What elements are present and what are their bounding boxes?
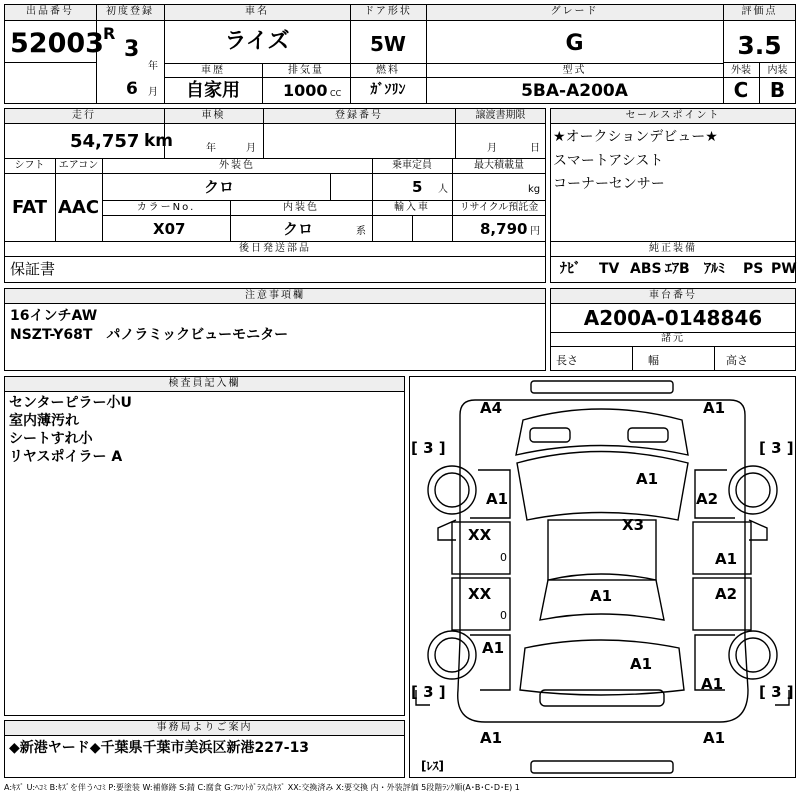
- int-color-unit: 系: [356, 226, 366, 237]
- capacity-label: 乗車定員: [392, 160, 432, 171]
- damage-mark: A1: [482, 639, 505, 657]
- maxload-label: 最大積載量: [474, 160, 524, 171]
- damage-mark: A1: [486, 490, 509, 508]
- spec-label: 諸元: [661, 333, 685, 344]
- damage-mark: A1: [630, 655, 653, 673]
- type-label: 型式: [562, 65, 587, 76]
- equip-tv: TV: [599, 261, 620, 277]
- later-parts: 保証書: [10, 260, 56, 278]
- model-name: ライズ: [224, 29, 290, 54]
- first-reg-year: 3: [124, 37, 140, 62]
- tire-depth: [ 3 ]: [759, 683, 794, 701]
- import-label: 輸入車: [394, 202, 430, 213]
- ext-label: 外装: [731, 65, 751, 76]
- history: 自家用: [186, 80, 240, 101]
- transfer-label: 譲渡書期限: [475, 110, 526, 121]
- tire-depth: [ 3 ]: [759, 439, 794, 457]
- damage-mark: A2: [715, 585, 738, 603]
- note-line-2: NSZT-Y68T パノラミックビューモニター: [10, 327, 289, 343]
- displacement-label: 排気量: [288, 65, 324, 76]
- tire-depth: [ 3 ]: [411, 439, 446, 457]
- ac-label: エアコン: [58, 160, 99, 171]
- equip-ps: PS: [743, 261, 764, 277]
- door-zero: 0: [500, 551, 507, 564]
- door-type: 5W: [370, 32, 406, 56]
- first-reg-label: 初度登録: [106, 6, 154, 17]
- month-unit: 月: [148, 87, 158, 98]
- damage-mark: A1: [636, 470, 659, 488]
- model-label: 車名: [245, 6, 269, 17]
- door-label: ドア形状: [364, 6, 412, 17]
- recycle-unit: 円: [530, 226, 540, 237]
- recycle-fee: 8,790: [480, 220, 528, 238]
- selling-points-label: セールスポイント: [625, 110, 721, 121]
- inspector-note-1: センターピラー小U: [9, 395, 132, 411]
- inspector-note-2: 室内薄汚れ: [9, 413, 79, 429]
- office-label: 事務局よりご案内: [156, 722, 253, 733]
- equip-pw: PW: [771, 261, 797, 277]
- damage-mark: X3: [622, 516, 645, 534]
- transfer-month-unit: 月: [487, 143, 497, 154]
- era: R: [103, 24, 116, 43]
- selling-point-2: スマートアシスト: [553, 153, 664, 169]
- ext-grade: C: [733, 78, 749, 102]
- color-no: X07: [153, 220, 186, 238]
- shift-label: シフト: [14, 160, 45, 171]
- tire-depth: [ 3 ]: [411, 683, 446, 701]
- exterior-color: クロ: [204, 178, 235, 196]
- ac: AAC: [57, 197, 100, 218]
- door-zero: 0: [500, 609, 507, 622]
- capacity: 5: [412, 178, 423, 196]
- length-label: 長さ: [556, 354, 578, 367]
- int-color-label: 内装色: [283, 202, 319, 213]
- recycle-label: リサイクル預託金: [459, 202, 539, 213]
- inspector-note-4: リヤスポイラー A: [9, 449, 123, 465]
- office-address: ◆新港ヤード◆千葉県千葉市美浜区新港227-13: [9, 740, 310, 756]
- grade: G: [565, 31, 584, 56]
- shift: FAT: [11, 197, 48, 218]
- selling-point-1: ★オークションデビュー★: [553, 129, 718, 145]
- note-line-1: 16インチAW: [10, 308, 98, 324]
- height-label: 高さ: [726, 354, 748, 367]
- year-unit: 年: [148, 61, 158, 72]
- type: 5BA-A200A: [521, 81, 628, 101]
- color-no-label: カラーNo.: [136, 202, 196, 213]
- legend: A:ｷｽﾞ U:ﾍｺﾐ B:ｷｽﾞを伴うﾍｺﾐ P:要塗装 W:補修跡 S:錆 C:腐食 G:ﾌﾛﾝﾄｶﾞﾗｽ点ｷｽﾞ XX:交換済み X:要交換 内・外装評価 5段階ﾗﾝｸ順(A･B･C･D･E) 1: [4, 783, 520, 792]
- mileage: 54,757: [70, 131, 140, 152]
- reg-no-label: 登録番号: [335, 110, 383, 121]
- insp-month-unit: 月: [246, 143, 256, 154]
- damage-mark: A1: [703, 399, 726, 417]
- transfer-day-unit: 日: [530, 143, 540, 154]
- damage-mark: A4: [480, 399, 503, 417]
- first-reg-month: 6: [126, 79, 138, 99]
- damage-mark: A1: [715, 550, 738, 568]
- inspection-label: 車検: [201, 110, 226, 121]
- equip-alloy: ｱﾙﾐ: [704, 261, 725, 277]
- insp-year-unit: 年: [206, 143, 216, 154]
- mileage-label: 走行: [72, 110, 96, 121]
- selling-point-3: コーナーセンサー: [553, 176, 665, 192]
- equip-navi: ﾅﾋﾞ: [560, 261, 581, 277]
- maxload-unit: kg: [528, 184, 541, 195]
- int-label: 内装: [767, 65, 788, 76]
- car-diagram: [409, 376, 796, 778]
- chassis-number: A200A-0148846: [583, 306, 763, 330]
- equip-airbag: ｴｱB: [665, 261, 690, 277]
- color-label: 外装色: [219, 160, 255, 171]
- inspector-note-3: シートすれ小: [9, 431, 93, 447]
- interior-color: クロ: [283, 220, 314, 238]
- fuel-label: 燃料: [376, 65, 400, 76]
- damage-mark: A1: [590, 587, 613, 605]
- width-label: 幅: [648, 354, 659, 367]
- score: 3.5: [737, 31, 782, 60]
- capacity-unit: 人: [438, 184, 448, 195]
- equip-abs: ABS: [630, 261, 662, 277]
- fuel: ｶﾞｿﾘﾝ: [370, 82, 406, 98]
- equipment-label: 純正装備: [649, 243, 697, 254]
- displacement: 1000: [283, 81, 328, 100]
- damage-mark: A1: [480, 729, 503, 747]
- chassis-label: 車台番号: [649, 290, 697, 301]
- int-grade: B: [769, 78, 786, 102]
- displacement-unit: CC: [330, 89, 342, 98]
- notes-label: 注意事項欄: [245, 290, 305, 301]
- score-label: 評価点: [741, 6, 778, 17]
- later-parts-label: 後日発送部品: [239, 243, 311, 254]
- grade-label: グレード: [550, 6, 599, 17]
- damage-mark: XX: [468, 585, 492, 603]
- damage-mark: A1: [701, 675, 724, 693]
- history-label: 車歴: [201, 65, 225, 76]
- lot-no-label: 出品番号: [26, 6, 74, 17]
- inspector-label: 検査員記入欄: [168, 378, 241, 389]
- damage-mark: A2: [696, 490, 719, 508]
- lot-no: 52003: [10, 28, 104, 59]
- mileage-unit: km: [144, 131, 174, 151]
- damage-mark: A1: [703, 729, 726, 747]
- damage-mark: XX: [468, 526, 492, 544]
- spare-tire: [ﾚｽ]: [421, 759, 444, 773]
